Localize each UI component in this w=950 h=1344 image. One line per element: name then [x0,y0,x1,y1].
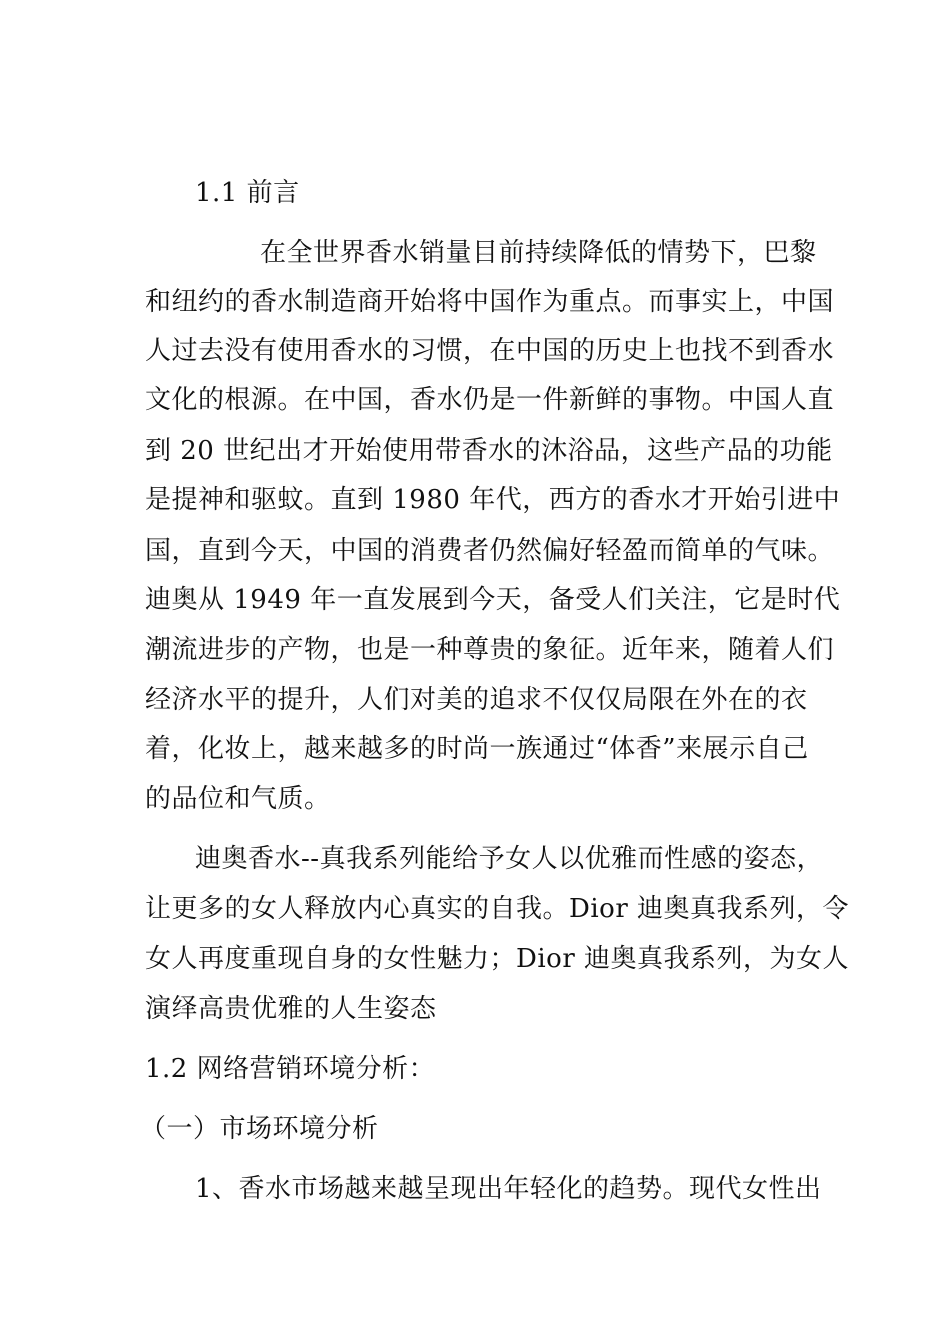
paragraph-line: 着，化妆上，越来越多的时尚一族通过“体香”来展示自己 [145,734,809,764]
paragraph-line: 人过去没有使用香水的习惯，在中国的历史上也找不到香水 [145,336,835,366]
paragraph-line: 到 20 世纪出才开始使用带香水的沐浴品，这些产品的功能 [145,436,833,466]
paragraph-line: 潮流进步的产物，也是一种尊贵的象征。近年来，随着人们 [145,635,835,665]
paragraph-line: 文化的根源。在中国，香水仍是一件新鲜的事物。中国人直 [145,385,835,415]
paragraph-line: 的品位和气质。 [145,784,331,814]
paragraph-line: 迪奥从 1949 年一直发展到今天，备受人们关注，它是时代 [145,585,841,615]
section-heading-preface: 1.1 前言 [195,178,300,208]
section-heading-network-marketing: 1.2 网络营销环境分析： [145,1054,436,1084]
paragraph-line: 是提神和驱蚊。直到 1980 年代，西方的香水才开始引进中 [145,485,841,515]
paragraph-line: 1、香水市场越来越呈现出年轻化的趋势。现代女性出 [195,1174,822,1204]
subsection-heading-market-environment: （一）市场环境分析 [140,1114,379,1144]
paragraph-line: 演绎高贵优雅的人生姿态 [145,994,437,1024]
paragraph-line: 迪奥香水--真我系列能给予女人以优雅而性感的姿态， [195,844,824,874]
paragraph-line: 国，直到今天，中国的消费者仍然偏好轻盈而简单的气味。 [145,536,835,566]
paragraph-line: 在全世界香水销量目前持续降低的情势下，巴黎 [260,238,817,268]
paragraph-line: 女人再度重现自身的女性魅力；Dior 迪奥真我系列，为女人 [145,944,850,974]
paragraph-line: 经济水平的提升，人们对美的追求不仅仅局限在外在的衣 [145,685,808,715]
paragraph-line: 和纽约的香水制造商开始将中国作为重点。而事实上，中国 [145,287,835,317]
paragraph-line: 让更多的女人释放内心真实的自我。Dior 迪奥真我系列，令 [145,894,850,924]
